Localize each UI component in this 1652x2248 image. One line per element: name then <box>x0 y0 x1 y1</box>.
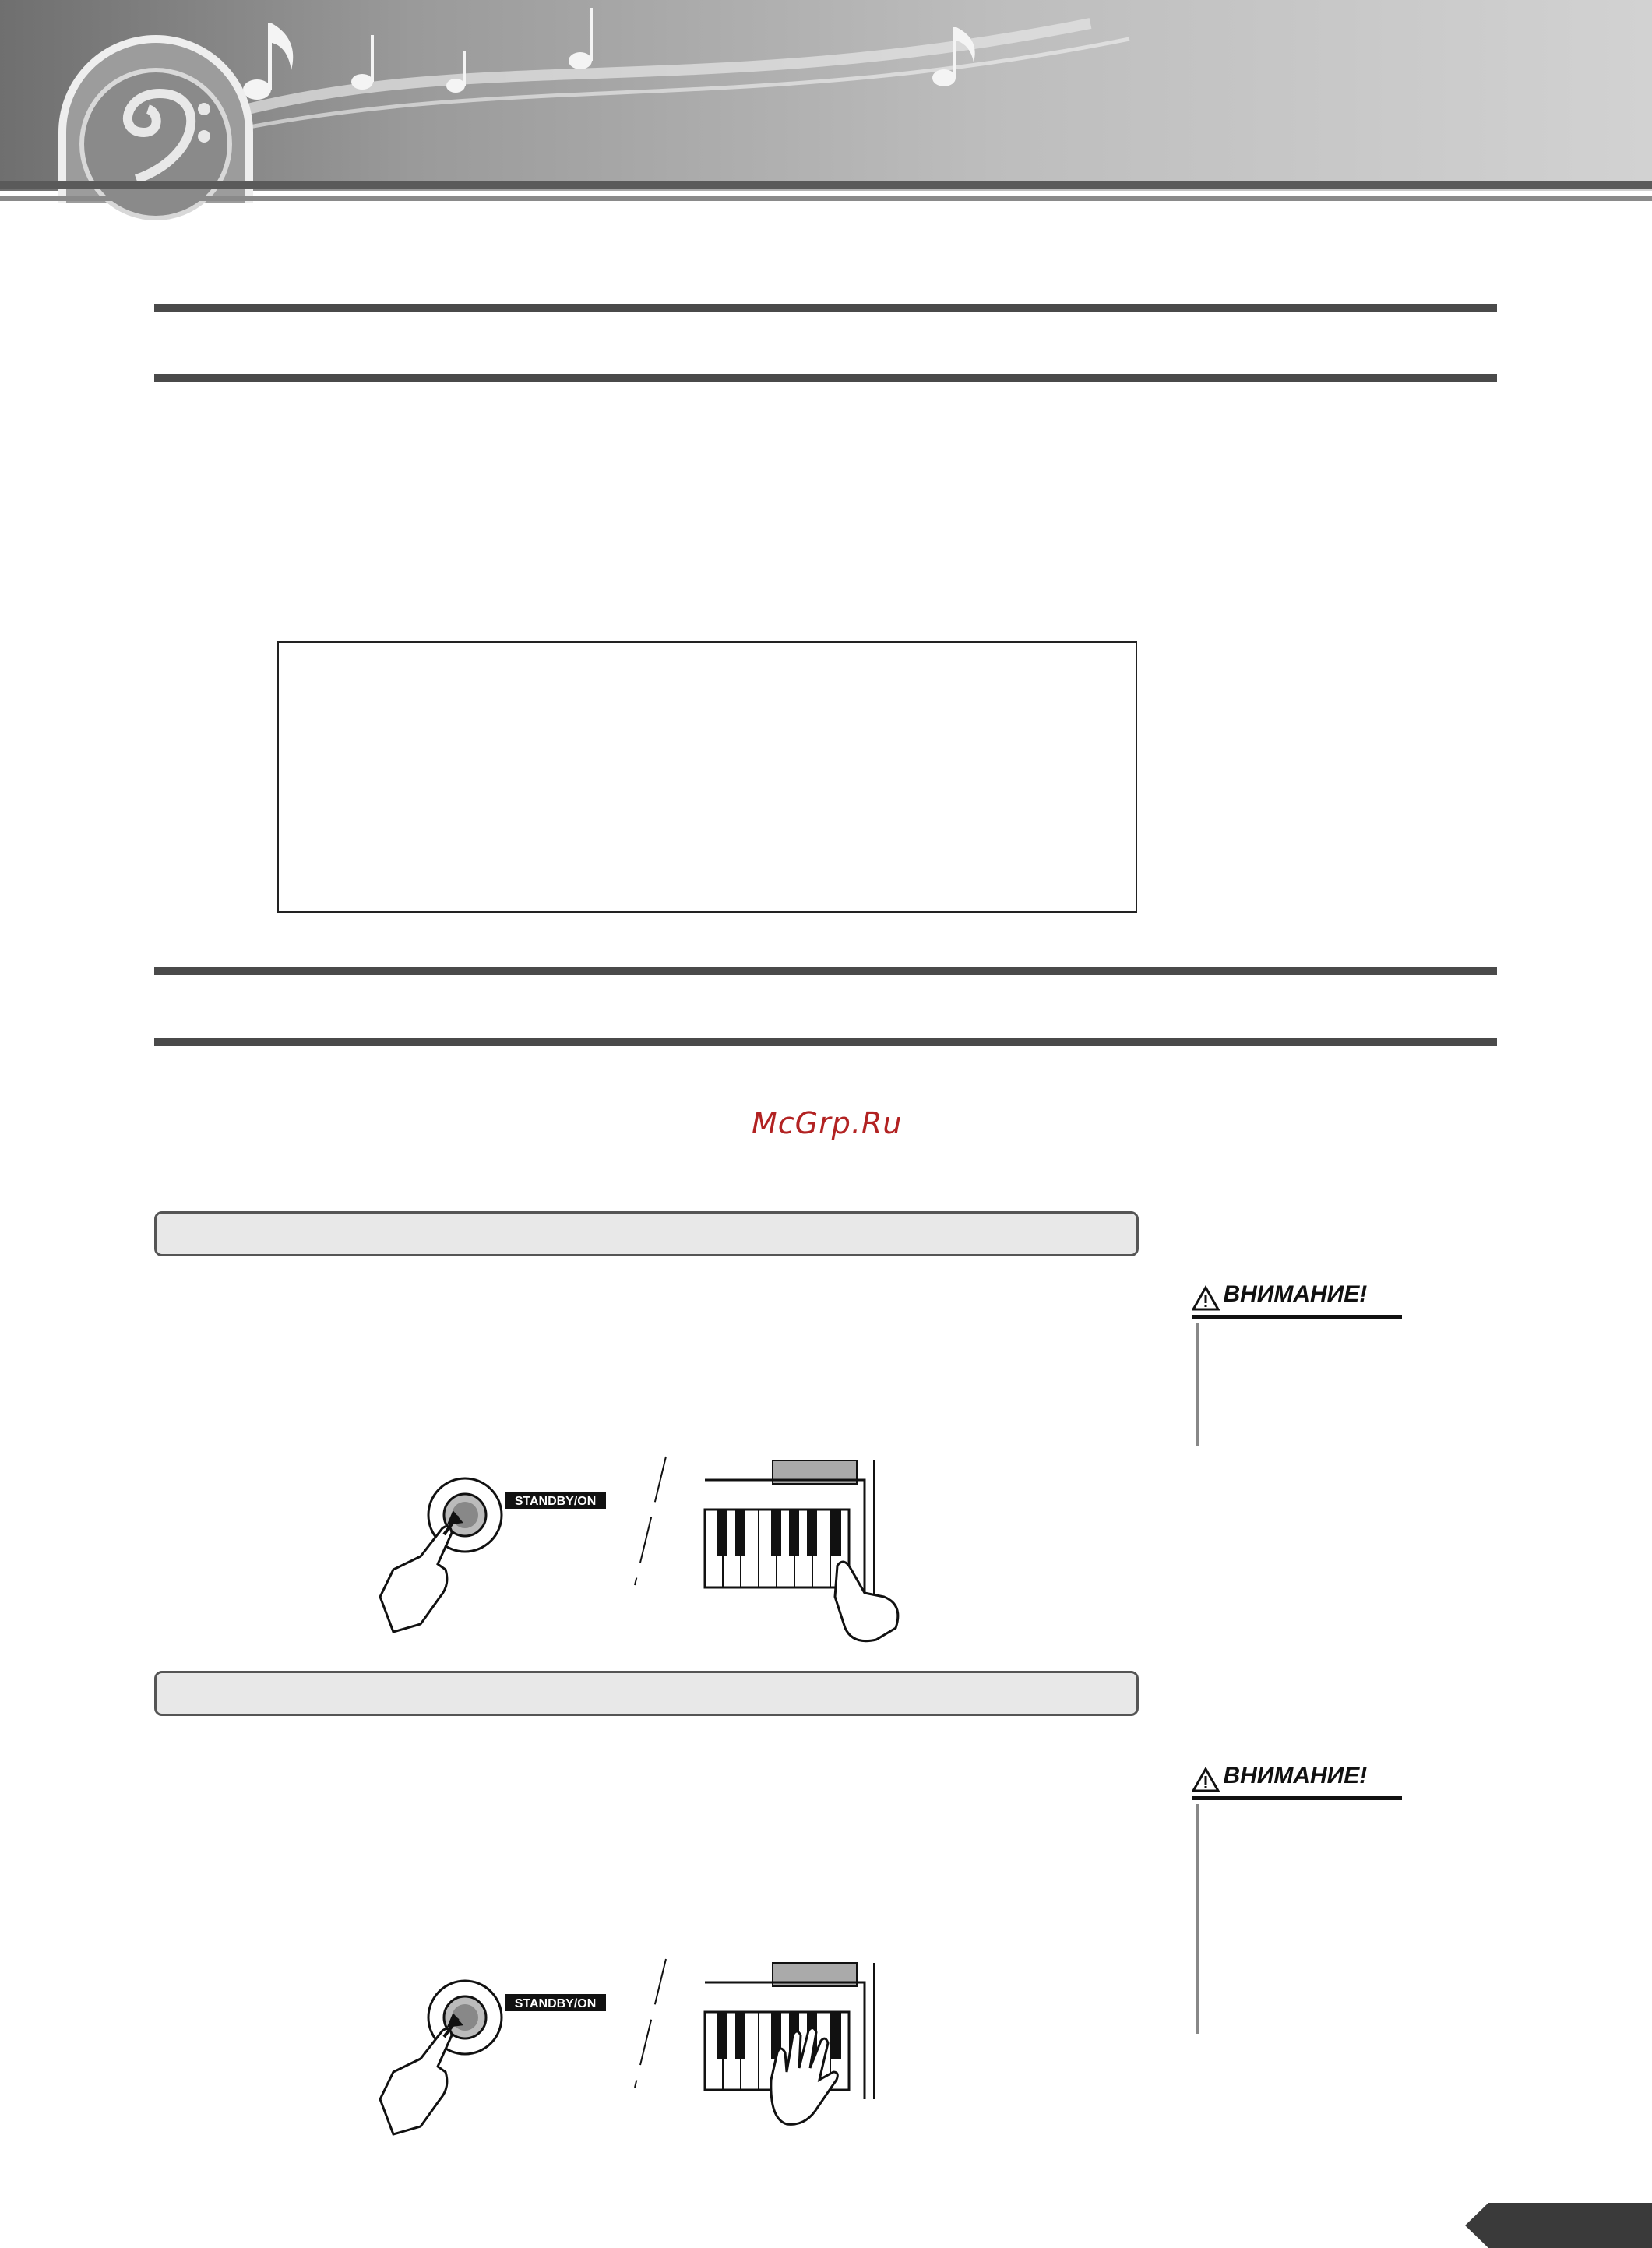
caution-label: ВНИМАНИЕ! <box>1223 1763 1368 1788</box>
pointing-hand-icon <box>380 2015 461 2134</box>
section-rule-bottom <box>154 1038 1497 1046</box>
caution-heading-1 <box>1192 1281 1367 1312</box>
caution-label: ВНИМАНИЕ! <box>1223 1281 1368 1307</box>
watermark: McGrp.Ru <box>752 1106 903 1140</box>
pressing-hand-icon <box>835 1562 898 1641</box>
button-label: STANDBY/ON <box>514 1495 597 1508</box>
caution-underline <box>1192 1796 1402 1800</box>
pointing-hand-icon <box>380 1513 461 1632</box>
page-number-tab <box>1465 2203 1652 2248</box>
illustration-power-on-key <box>366 1441 927 1651</box>
section-rule-top <box>154 304 1497 312</box>
caution-heading-2 <box>1192 1763 1367 1793</box>
illustration-power-on-keys <box>366 1943 927 2154</box>
header-decoration <box>0 0 1652 226</box>
header-rule <box>0 181 1652 189</box>
notice-box <box>277 641 1137 913</box>
caution-sidebar-line <box>1196 1323 1199 1446</box>
section-rule-top <box>154 967 1497 975</box>
header-rule-thin <box>0 196 1652 201</box>
separator-line <box>635 1959 666 2088</box>
warning-triangle-icon <box>1192 1285 1220 1312</box>
button-label: STANDBY/ON <box>514 1997 597 2010</box>
warning-triangle-icon <box>1192 1767 1220 1793</box>
separator-line <box>635 1457 666 1585</box>
caution-sidebar-line <box>1196 1804 1199 2034</box>
step-bar-1 <box>154 1211 1139 1256</box>
step-bar-2 <box>154 1671 1139 1716</box>
caution-underline <box>1192 1315 1402 1319</box>
section-rule-bottom <box>154 374 1497 382</box>
